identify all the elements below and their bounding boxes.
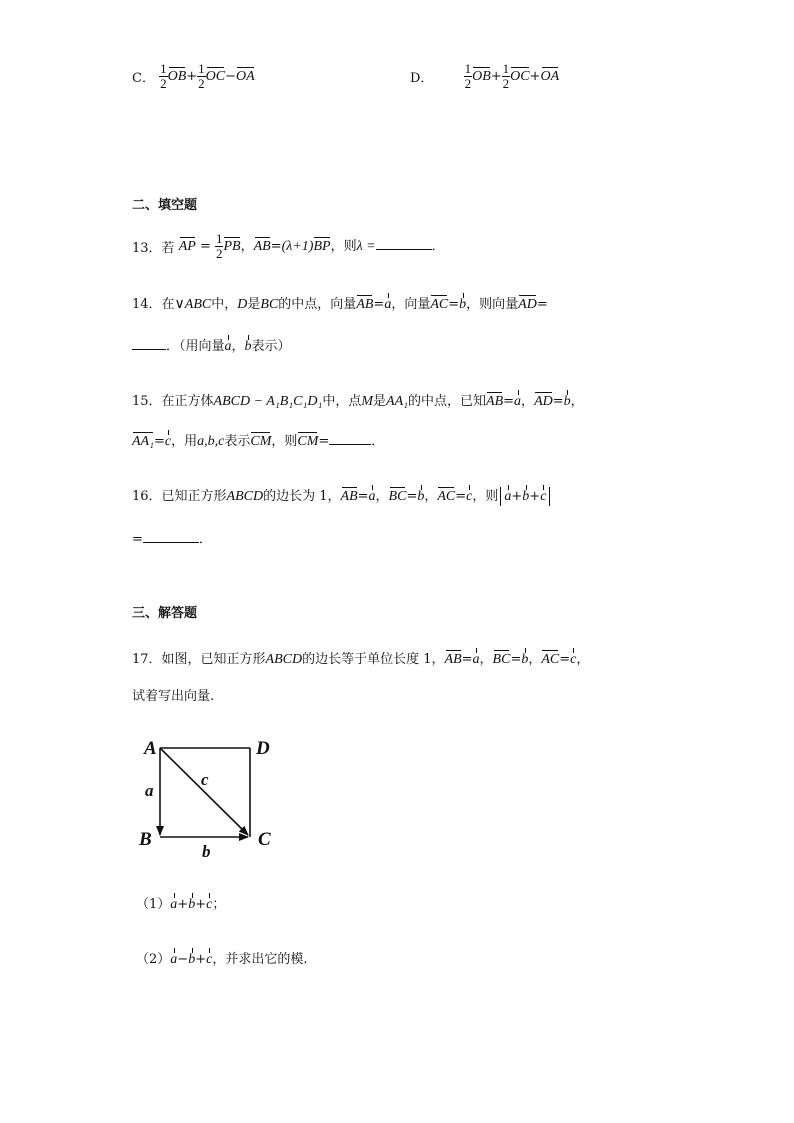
vector-cm: CM — [250, 434, 272, 449]
option-d: D． $\frac{1}{2}$ OB+ $\frac{1}{2}$ OC+OA — [410, 61, 560, 91]
vector-a: a — [472, 652, 480, 667]
vector-c: c — [206, 952, 213, 967]
option-c-label: C． — [132, 71, 155, 86]
vector-c: c — [570, 652, 577, 667]
vector-ad: AD — [518, 297, 537, 312]
question-17: 17．如图，已知正方形ABCD的边长等于单位长度 1，AB=a，BC=b，AC=c， — [132, 652, 590, 667]
magnitude-expression: a+b+c — [500, 487, 550, 506]
fraction-half: $\frac{1}{2}$ — [198, 61, 205, 91]
fraction-half: $\frac{1}{2}$ — [502, 61, 510, 91]
vector-ob: OB — [472, 69, 491, 84]
vector-a: a — [224, 339, 232, 354]
vector-cm: CM — [297, 434, 319, 449]
question-16-line2: = ． — [132, 532, 212, 547]
vector-ac: AC — [437, 489, 456, 504]
vector-ac: AC — [430, 297, 449, 312]
vector-bc: BC — [388, 489, 407, 504]
section-fill-title: 二、填空题 — [132, 198, 198, 213]
vector-aa1: AA₁ — [132, 434, 154, 449]
question-17-line2: 试着写出向量. — [132, 689, 215, 704]
vector-b: b — [244, 339, 252, 354]
vector-ab: AB — [486, 394, 504, 409]
label-B: B — [139, 829, 152, 850]
vector-oa: OA — [236, 69, 255, 84]
vector-ab: AB — [253, 239, 271, 254]
label-c: c — [201, 770, 209, 789]
vector-bp: BP — [313, 239, 331, 254]
fraction-half: $\frac{1}{2}$ — [215, 231, 223, 261]
section-answer-title: 三、解答题 — [132, 606, 198, 621]
vector-ab: AB — [444, 652, 462, 667]
answer-blank[interactable] — [329, 432, 371, 445]
label-b: b — [202, 842, 211, 860]
vector-c: c — [206, 897, 213, 912]
vector-a: a — [368, 489, 376, 504]
vector-ob: OB — [167, 69, 187, 84]
fraction-half: $\frac{1}{2}$ — [464, 61, 472, 91]
vector-a: a — [514, 394, 522, 409]
vector-oc: OC — [510, 69, 530, 84]
vector-b: b — [188, 952, 196, 967]
square-figure — [132, 735, 282, 860]
option-d-label: D． — [410, 71, 434, 86]
question-17-part-2: （2）a−b+c，并求出它的模. — [136, 952, 308, 967]
question-15: 15．在正方体ABCD − A₁B₁C₁D₁中，点M是AA₁的中点，已知AB=a，AD=b， — [132, 394, 584, 409]
vector-c-arrow — [160, 748, 248, 835]
vector-ab: AB — [340, 489, 358, 504]
question-15-line2: AA₁=c，用a,b,c表示CM，则CM= ． — [132, 434, 385, 449]
vector-c: c — [164, 434, 172, 449]
vector-b: b — [521, 652, 529, 667]
vector-a: a — [170, 897, 178, 912]
vector-a: a — [170, 952, 178, 967]
vector-c: c — [466, 489, 473, 504]
vector-b: b — [563, 394, 571, 409]
question-16: 16．已知正方形ABCD的边长为 1，AB=a，BC=b，AC=c，则 a+b+c — [132, 485, 550, 505]
vector-oa: OA — [540, 69, 560, 84]
vector-b: b — [417, 489, 425, 504]
vector-a: a — [384, 297, 392, 312]
answer-blank[interactable] — [143, 530, 199, 543]
label-D: D — [256, 738, 270, 759]
label-a: a — [145, 781, 154, 800]
vector-ap: AP — [178, 239, 196, 254]
vector-ab: AB — [356, 297, 374, 312]
answer-blank[interactable] — [376, 237, 432, 250]
vector-ad: AD — [534, 394, 553, 409]
vector-bc: BC — [492, 652, 511, 667]
question-14-line2: ．（用向量a，b表示） — [132, 335, 291, 355]
vector-b: b — [188, 897, 196, 912]
fraction-half: $\frac{1}{2}$ — [160, 61, 167, 91]
question-13: 13．若 AP = $\frac{1}{2}$ PB，AB=(λ+1)BP，则λ = ． — [132, 231, 445, 261]
label-A: A — [144, 738, 157, 759]
answer-blank[interactable] — [132, 337, 166, 350]
label-C: C — [258, 829, 271, 850]
vector-pb: PB — [223, 239, 241, 254]
vector-b: b — [459, 297, 467, 312]
option-c: C． $\frac{1}{2}$ OB+ $\frac{1}{2}$ OC−OA — [132, 61, 255, 91]
question-14: 14．在∨ABC中，D是BC的中点，向量AB=a，向量AC=b，则向量AD= — [132, 297, 548, 312]
vector-oc: OC — [205, 69, 226, 84]
vector-ac: AC — [541, 652, 560, 667]
question-17-part-1: （1）a+b+c； — [136, 897, 226, 912]
